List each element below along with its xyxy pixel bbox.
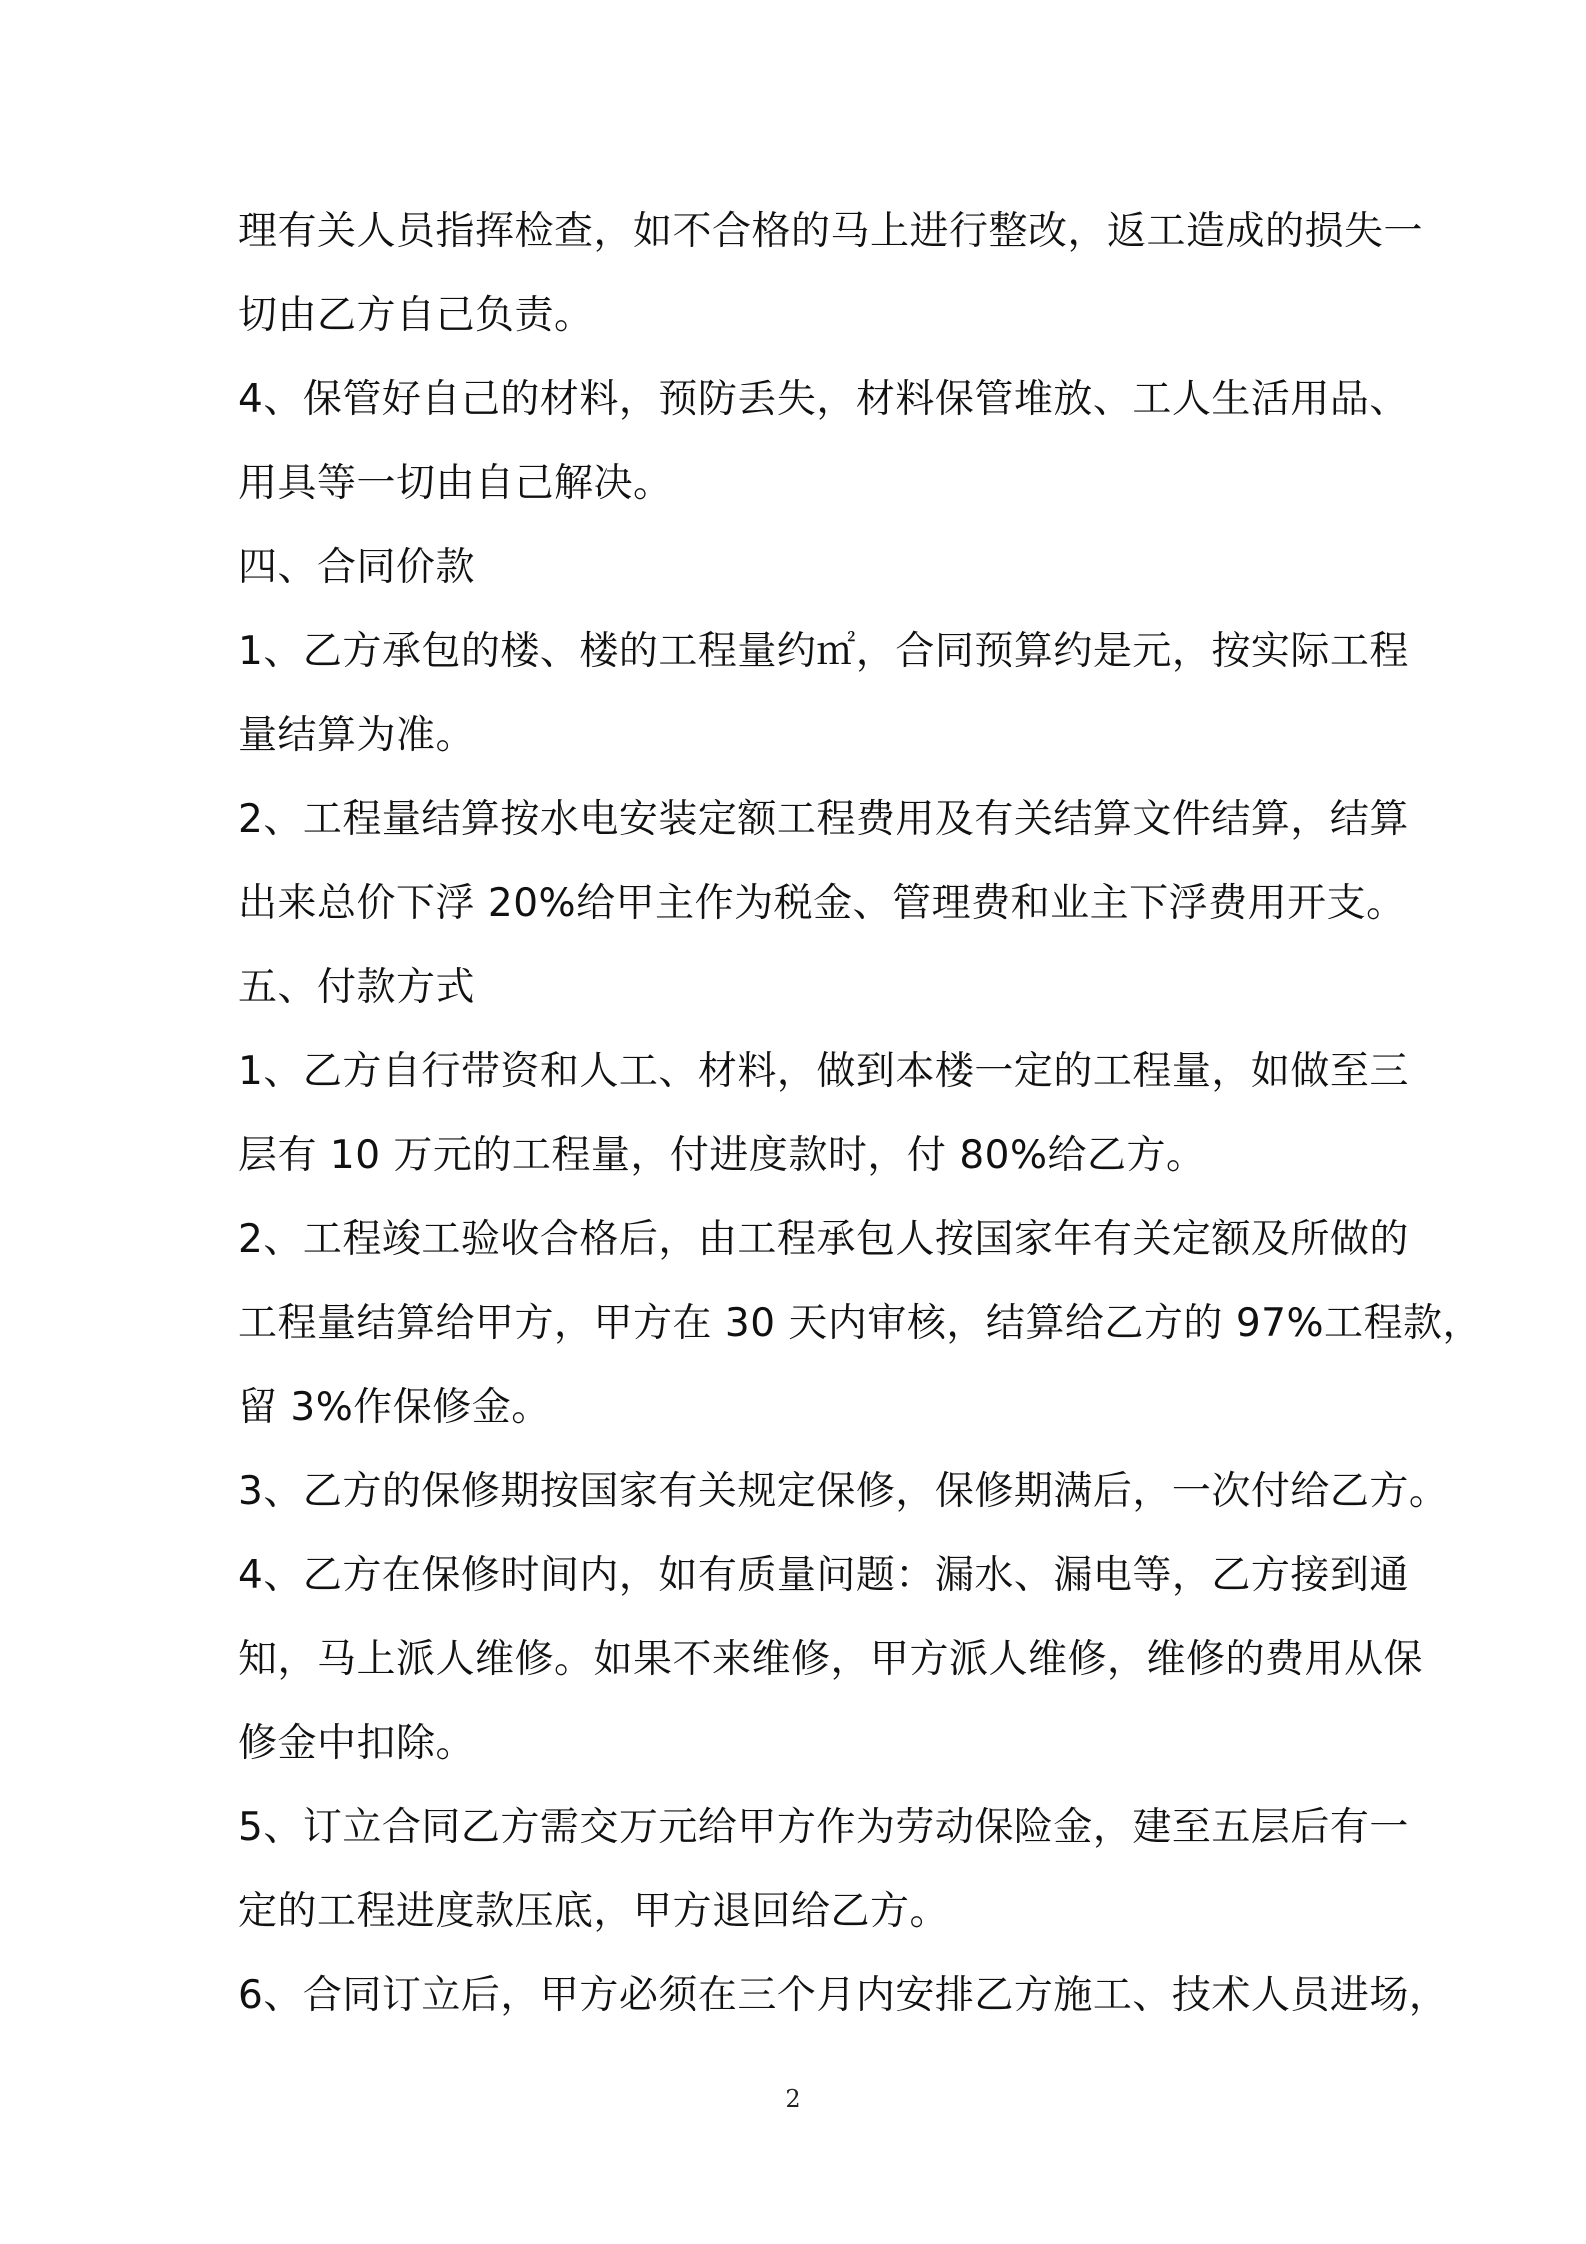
- text-line: 4、乙方在保修时间内，如有质量问题：漏水、漏电等，乙方接到通: [238, 1553, 1409, 1598]
- text-line: 2、工程量结算按水电安装定额工程费用及有关结算文件结算，结算: [238, 797, 1409, 842]
- text-line: 3、乙方的保修期按国家有关规定保修，保修期满后，一次付给乙方。: [238, 1469, 1449, 1514]
- text-line: 1、乙方承包的楼、楼的工程量约㎡，合同预算约是元，按实际工程: [238, 629, 1409, 674]
- page-number: 2: [785, 2085, 801, 2113]
- text-line: 留 3%作保修金。: [238, 1385, 551, 1430]
- text-line: 1、乙方自行带资和人工、材料，做到本楼一定的工程量，如做至三: [238, 1049, 1409, 1094]
- section-heading: 四、合同价款: [238, 545, 476, 590]
- text-line: 2、工程竣工验收合格后，由工程承包人按国家年有关定额及所做的: [238, 1217, 1409, 1262]
- text-line: 切由乙方自己负责。: [238, 293, 594, 338]
- document-body: [238, 190, 1483, 2038]
- text-line: 4、保管好自己的材料，预防丢失，材料保管堆放、工人生活用品、: [238, 377, 1409, 422]
- text-line: 理有关人员指挥检查，如不合格的马上进行整改，返工造成的损失一: [238, 209, 1424, 254]
- text-line: 层有 10 万元的工程量，付进度款时，付 80%给乙方。: [238, 1133, 1206, 1178]
- text-line: 工程量结算给甲方，甲方在 30 天内审核，结算给乙方的 97%工程款，: [238, 1301, 1483, 1346]
- text-line: 定的工程进度款压底，甲方退回给乙方。: [238, 1889, 950, 1934]
- text-line: 5、订立合同乙方需交万元给甲方作为劳动保险金，建至五层后有一: [238, 1805, 1409, 1850]
- section-heading: 五、付款方式: [238, 965, 476, 1010]
- text-line: 6、合同订立后，甲方必须在三个月内安排乙方施工、技术人员进场，: [238, 1973, 1449, 2018]
- text-line: 修金中扣除。: [238, 1721, 476, 1766]
- text-line: 出来总价下浮 20%给甲主作为税金、管理费和业主下浮费用开支。: [238, 881, 1406, 926]
- text-line: 知，马上派人维修。如果不来维修，甲方派人维修，维修的费用从保: [238, 1637, 1424, 1682]
- text-line: 用具等一切由自己解决。: [238, 461, 673, 506]
- text-line: 量结算为准。: [238, 713, 476, 758]
